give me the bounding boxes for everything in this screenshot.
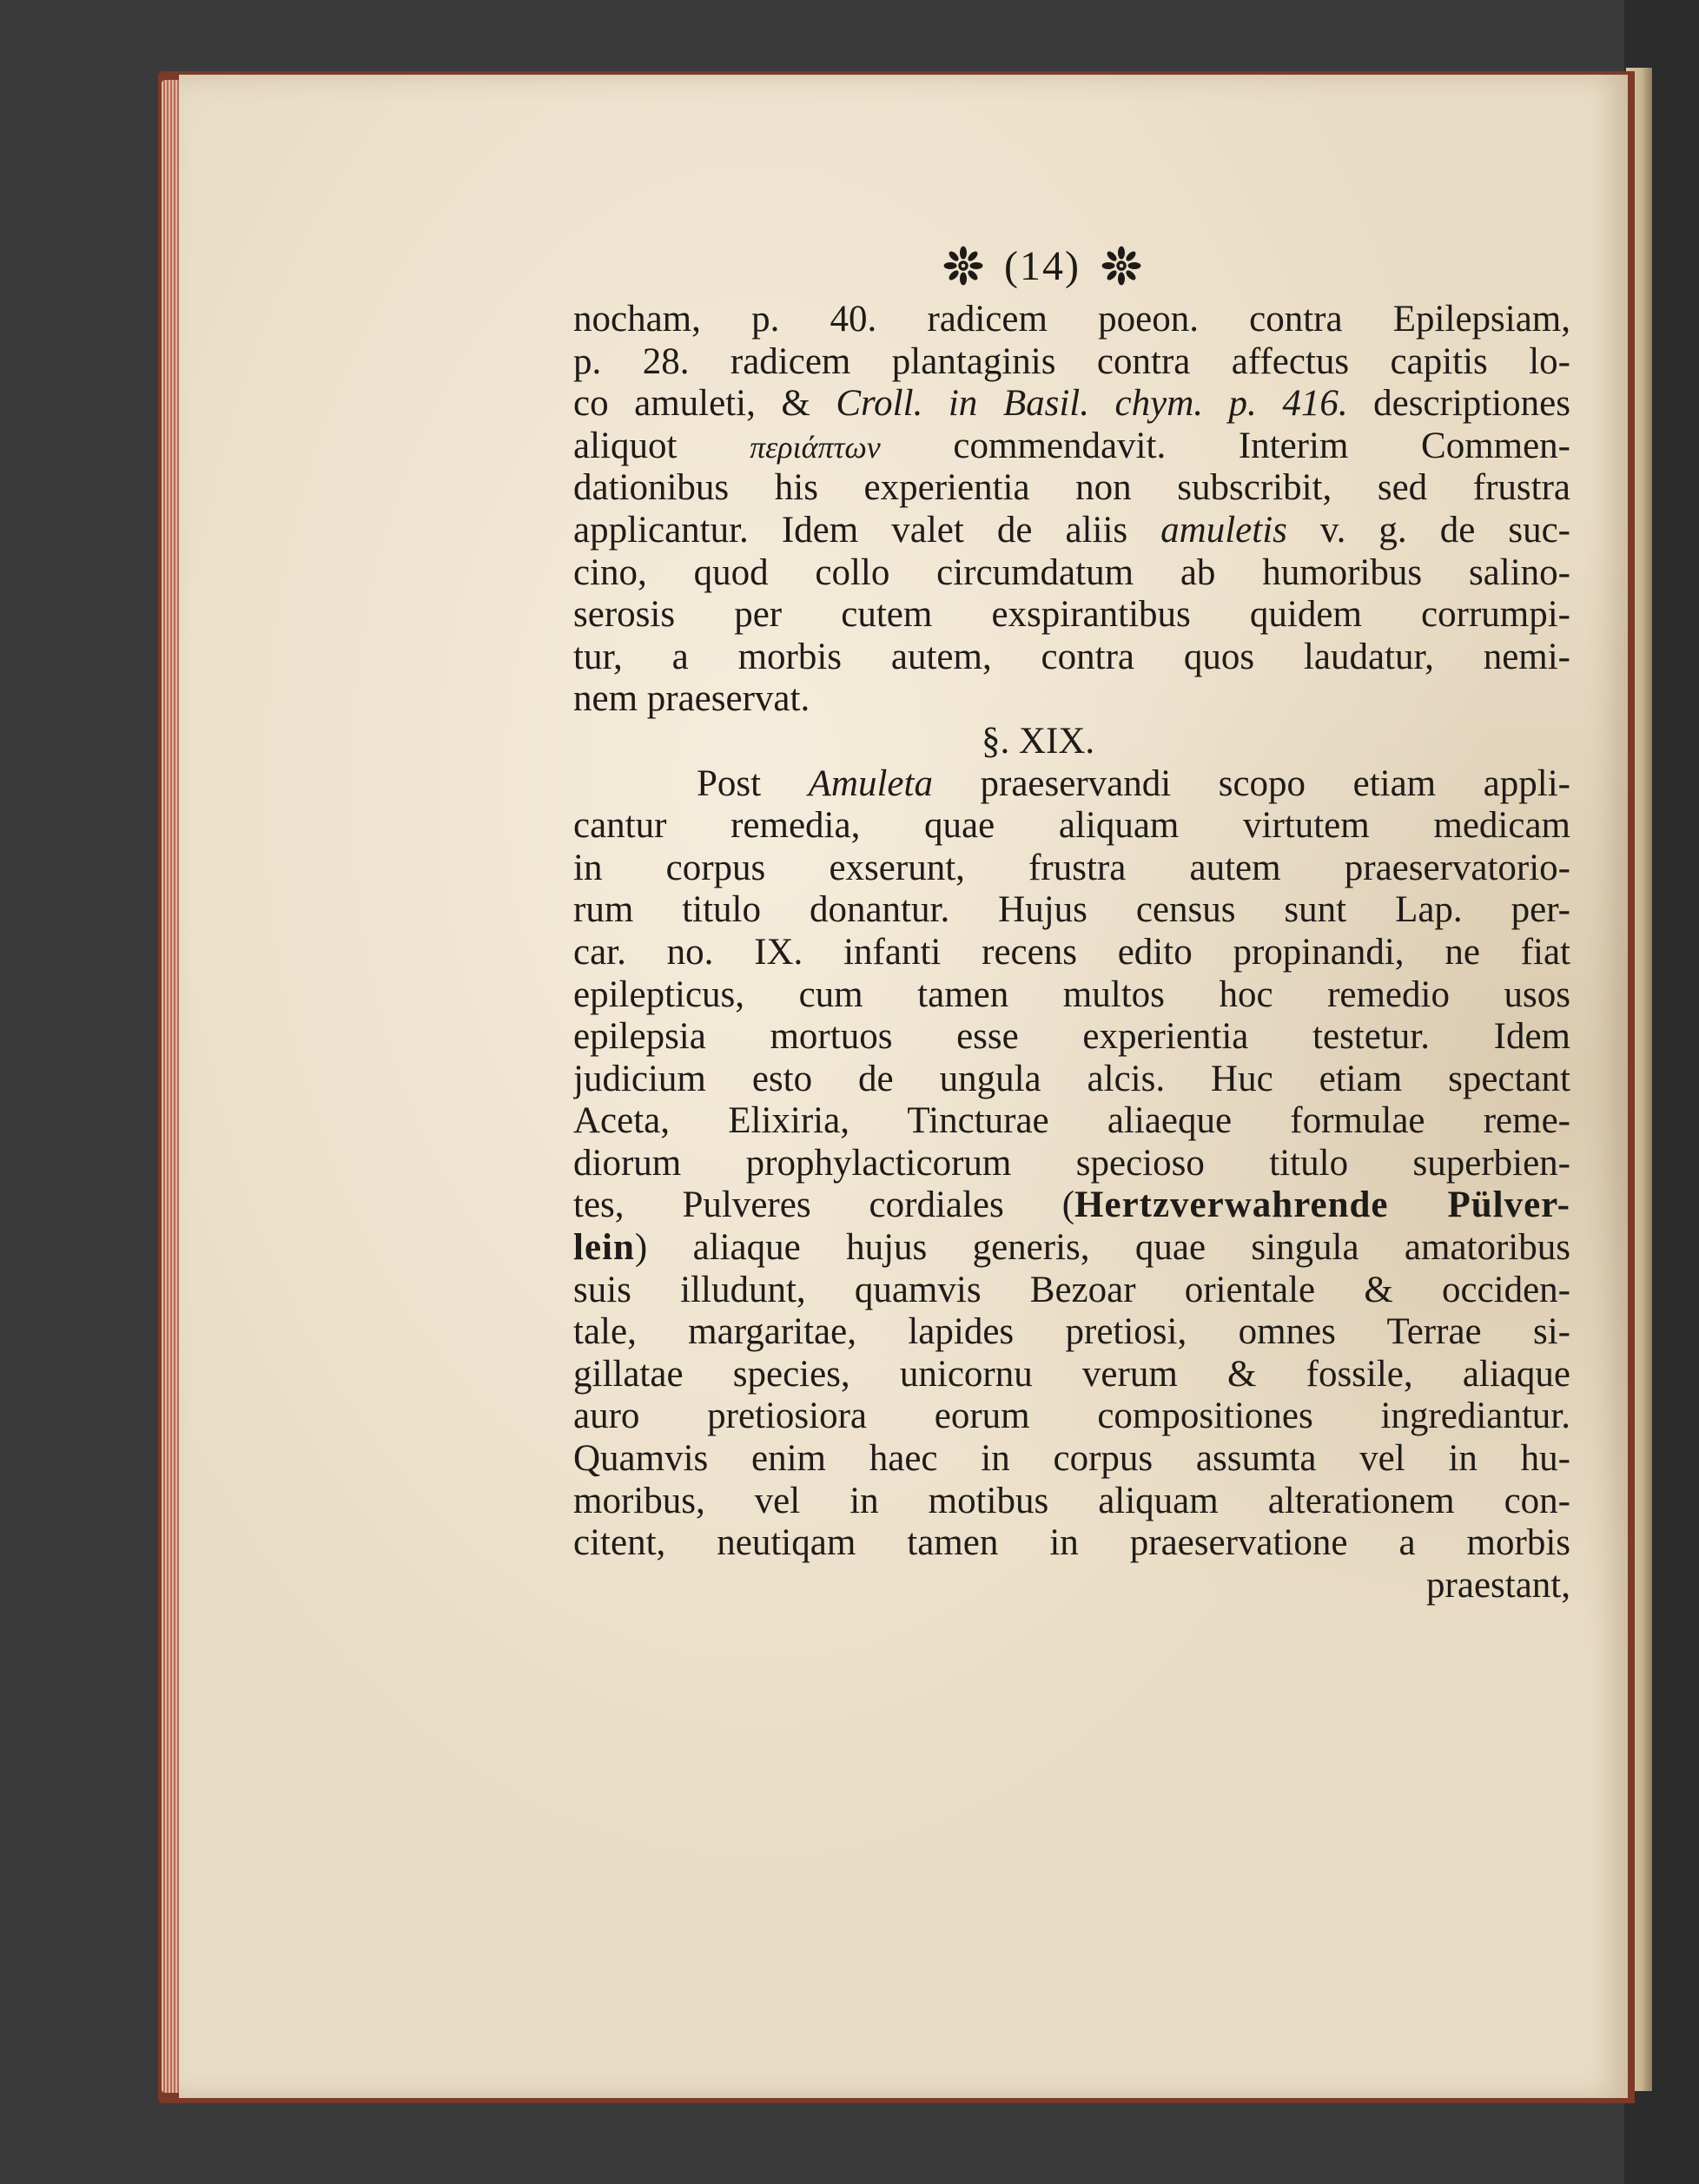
text-line: rum titulo donantur. Hujus census sunt Lap. per-: [573, 889, 1570, 931]
text-line: lein) aliaque hujus generis, quae singula amatoribus: [573, 1227, 1570, 1269]
text-line: gillatae species, unicornu verum & fossile, aliaque: [573, 1353, 1570, 1395]
body-text: [573, 299, 1570, 1607]
text-line: cino, quod collo circumdatum ab humoribus salino-: [573, 551, 1570, 593]
text-line: dationibus his experientia non subscribit, sed frustra: [573, 467, 1570, 509]
blackletter-text: Hertzverwahrende Pülver-: [1074, 1184, 1570, 1226]
italic-text: Amuleta: [808, 762, 933, 804]
text-line: diorum prophylacticorum specioso titulo superbien-: [573, 1142, 1570, 1184]
text-line: tes, Pulveres cordiales (Hertzverwahrende Pülver-: [573, 1184, 1570, 1226]
paragraph-continuation: [573, 299, 1570, 721]
blackletter-text: lein: [573, 1227, 635, 1269]
text-line: tur, a morbis autem, contra quos laudatur, nemi-: [573, 636, 1570, 677]
paragraph-section-xix: [573, 763, 1570, 1565]
text-line: tale, margaritae, lapides pretiosi, omnes Terrae si-: [573, 1311, 1570, 1353]
text-line: applicantur. Idem valet de aliis amuletis v. g. de suc-: [573, 509, 1570, 551]
text-line: judicium esto de ungula alcis. Huc etiam spectant: [573, 1058, 1570, 1099]
page-header: [943, 240, 1141, 292]
text-line: in corpus exserunt, frustra autem praeservatorio-: [573, 847, 1570, 888]
text-line: auro pretiosiora eorum compositiones ingrediantur.: [573, 1396, 1570, 1437]
catchword: praestant,: [1426, 1564, 1570, 1606]
italic-text: Croll. in Basil. chym. p. 416.: [836, 383, 1348, 425]
text-line: epilepsia mortuos esse experientia testetur. Idem: [573, 1016, 1570, 1058]
page-number: (14): [1004, 242, 1081, 289]
section-heading: §. XIX.: [982, 720, 1095, 762]
text-line: moribus, vel in motibus aliquam alterationem con-: [573, 1480, 1570, 1521]
text-line: serosis per cutem exspirantibus quidem corrumpi-: [573, 594, 1570, 636]
text-line: nocham, p. 40. radicem poeon. contra Epilepsiam,: [573, 299, 1570, 340]
text-line: epilepticus, cum tamen multos hoc remedio usos: [573, 973, 1570, 1015]
text-line: nem praeservat.: [573, 678, 810, 720]
text-line: co amuleti, & Croll. in Basil. chym. p. 416. descriptiones: [573, 383, 1570, 425]
greek-text: περιάπτων: [750, 429, 881, 465]
text-line: Quamvis enim haec in corpus assumta vel in hu-: [573, 1438, 1570, 1480]
italic-text: amuletis: [1160, 509, 1287, 551]
text-line: citent, neutiqam tamen in praeservatione a morbis: [573, 1522, 1570, 1564]
text-line: suis illudunt, quamvis Bezoar orientale & occiden-: [573, 1269, 1570, 1310]
text-line: Post Amuleta praeservandi scopo etiam appli-: [697, 762, 1570, 804]
text-line: car. no. IX. infanti recens edito propinandi, ne fiat: [573, 931, 1570, 973]
flower-ornament-icon: [943, 246, 983, 286]
flower-ornament-icon: [1101, 246, 1141, 286]
text-line: Aceta, Elixiria, Tincturae aliaeque formulae reme-: [573, 1100, 1570, 1142]
text-line: cantur remedia, quae aliquam virtutem medicam: [573, 805, 1570, 847]
text-line: aliquot περιάπτων commendavit. Interim Commen-: [573, 425, 1570, 466]
text-line: p. 28. radicem plantaginis contra affectus capitis lo-: [573, 340, 1570, 382]
